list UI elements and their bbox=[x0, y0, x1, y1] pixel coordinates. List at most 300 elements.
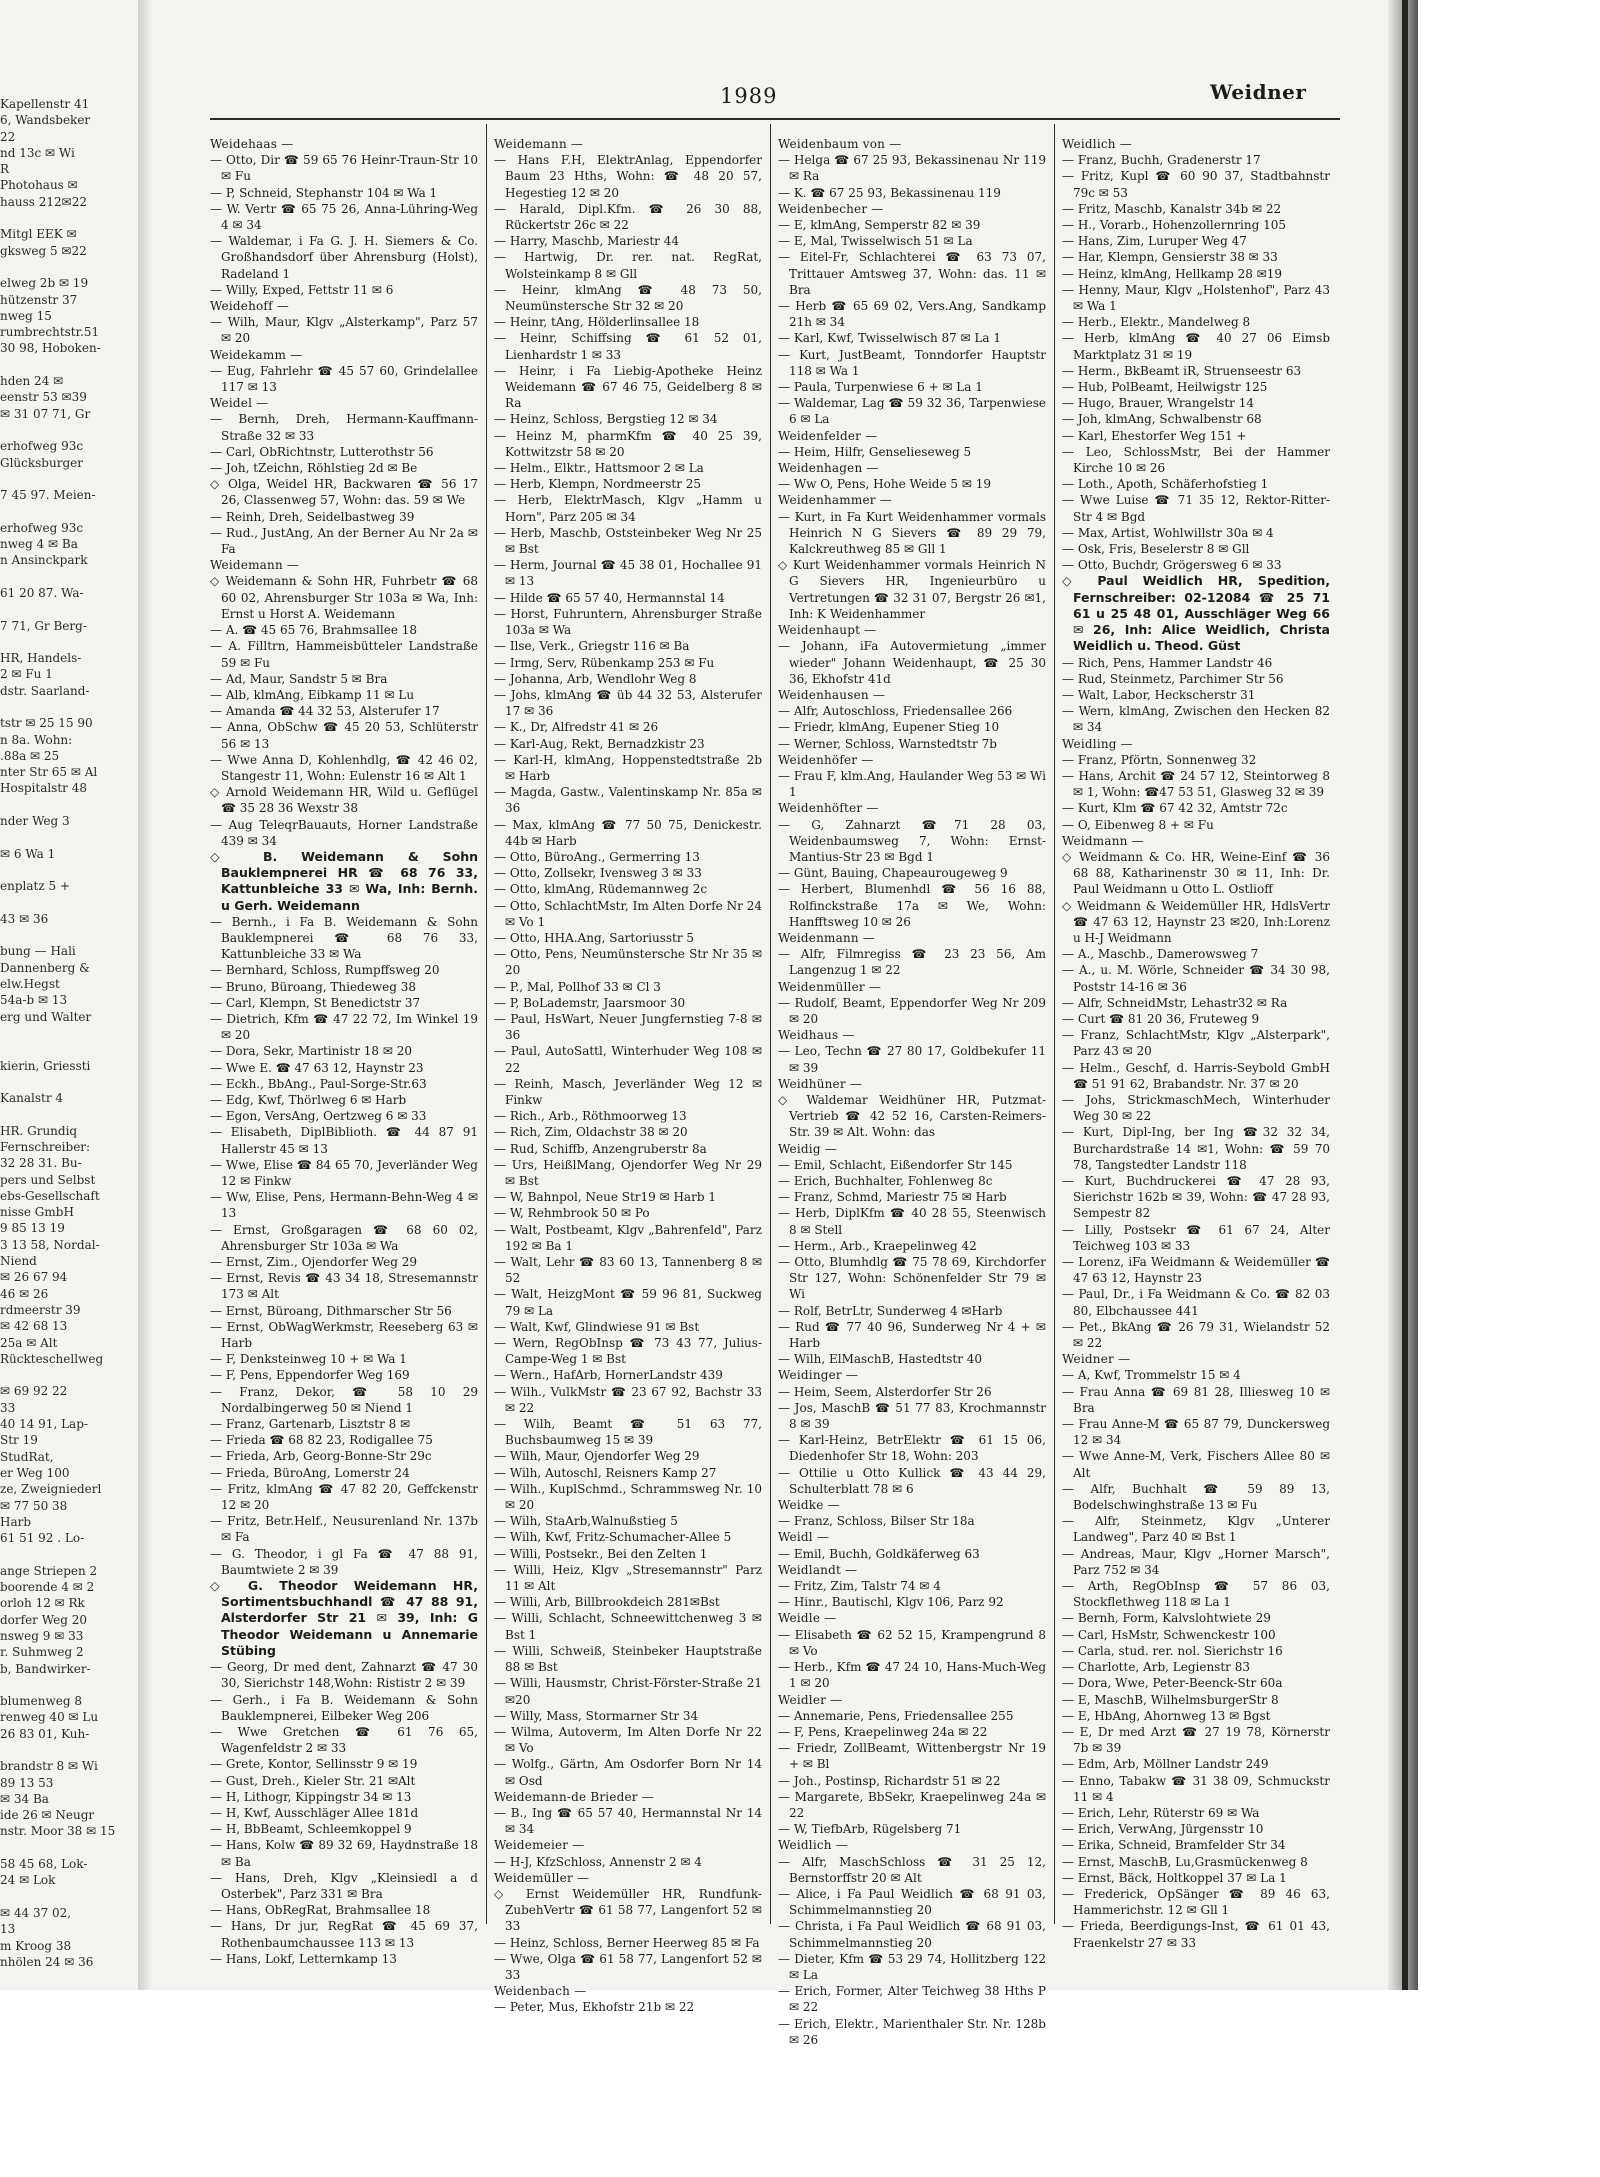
surname-heading: Weidehaas — bbox=[210, 137, 294, 151]
directory-entry: — Herm, Journal ☎ 45 38 01, Hochallee 91 ✉ 13 bbox=[494, 558, 762, 589]
facing-page-line: erhofweg 93c bbox=[0, 520, 84, 535]
directory-entry: — Erich, VerwAng, Jürgensstr 10 bbox=[1062, 1822, 1264, 1837]
directory-entry: — Franz, SchlachtMstr, Klgv „Alsterpark", Parz 43 ✉ 20 bbox=[1062, 1028, 1330, 1059]
directory-entry: — Herb, DiplKfm ☎ 40 28 55, Steenwisch 8 ✉ Stell bbox=[778, 1206, 1046, 1237]
directory-entry: — Amanda ☎ 44 32 53, Alsterufer 17 bbox=[210, 704, 440, 719]
directory-entry: — Fritz, Kupl ☎ 60 90 37, Stadtbahnstr 79c ✉ 53 bbox=[1062, 169, 1330, 200]
directory-entry: — Wwe Anne-M, Verk, Fischers Allee 80 ✉ Alt bbox=[1062, 1449, 1330, 1480]
directory-entry: — Wilh., KuplSchmd., Schrammsweg Nr. 10 ✉ 20 bbox=[494, 1481, 762, 1513]
directory-entry: — Heinz, klmAng, Hellkamp 28 ✉19 bbox=[1062, 266, 1283, 281]
directory-entry: — Dieter, Kfm ☎ 53 29 74, Hollitzberg 122 ✉ La bbox=[778, 1951, 1046, 1982]
surname-heading: Weidenhaupt — bbox=[778, 623, 877, 638]
facing-page-line: 33 bbox=[0, 1400, 16, 1415]
directory-entry: — Alfr, Autoschloss, Friedensallee 266 bbox=[778, 704, 1013, 719]
page-number: 1989 bbox=[720, 84, 778, 108]
directory-entry: — Lilly, Postsekr ☎ 61 67 24, Alter Teichweg 103 ✉ 33 bbox=[1062, 1222, 1330, 1253]
directory-entry: — Otto, Dir ☎ 59 65 76 Heinr-Traun-Str 10 ✉ Fu bbox=[210, 153, 478, 184]
facing-page-line: Str 19 bbox=[0, 1433, 38, 1448]
surname-heading: Weidemann — bbox=[210, 558, 300, 573]
directory-entry: — Emil, Buchh, Goldkäferweg 63 bbox=[778, 1546, 980, 1561]
directory-entry: — Wilh, Maur, Ojendorfer Weg 29 bbox=[494, 1449, 700, 1464]
directory-entry: — Herbert, Blumenhdl ☎ 56 16 88, Rolfinckstraße 17a ✉ We, Wohn: Hanfftsweg 10 ✉ 26 bbox=[778, 882, 1046, 929]
directory-entry: — Annemarie, Pens, Friedensallee 255 bbox=[778, 1708, 1014, 1723]
directory-entry: — Reinh, Masch, Jeverländer Weg 12 ✉ Finkw bbox=[494, 1076, 762, 1107]
directory-entry: — Eug, Fahrlehr ☎ 45 57 60, Grindelallee 117 ✉ 13 bbox=[210, 363, 478, 395]
facing-page-line: erg und Walter bbox=[0, 1009, 92, 1024]
directory-entry: — Herb, ElektrMasch, Klgv „Hamm u Horn", Parz 205 ✉ 34 bbox=[494, 493, 762, 524]
facing-page-line: .88a ✉ 25 bbox=[0, 748, 60, 763]
facing-page-line: nsweg 9 ✉ 33 bbox=[0, 1628, 84, 1643]
directory-entry: — Rich, Zim, Oldachstr 38 ✉ 20 bbox=[494, 1125, 688, 1140]
directory-entry: — Herb., Elektr., Mandelweg 8 bbox=[1062, 315, 1251, 330]
directory-entry: — Karl-Heinz, BetrElektr ☎ 61 15 06, Diedenhofer Str 18, Wohn: 203 bbox=[778, 1433, 1046, 1464]
directory-entry: — Emil, Schlacht, Eißendorfer Str 145 bbox=[778, 1157, 1013, 1172]
column-divider bbox=[486, 124, 487, 1924]
facing-page-line: ✉ 77 50 38 bbox=[0, 1498, 68, 1513]
directory-entry: — O, Eibenweg 8 + ✉ Fu bbox=[1062, 817, 1214, 832]
facing-page-line bbox=[0, 895, 138, 911]
directory-entry: — Wilh, Beamt ☎ 51 63 77, Buchsbaumweg 15 ✉ 39 bbox=[494, 1417, 762, 1448]
directory-entry: — Magda, Gastw., Valentinskamp Nr. 85a ✉ 36 bbox=[494, 785, 762, 816]
directory-entry: — Otto, Blumhdlg ☎ 75 78 69, Kirchdorfer Str 127, Wohn: Schönenfelder Str 79 ✉ Wi bbox=[778, 1255, 1046, 1302]
facing-page-line: nder Weg 3 bbox=[0, 814, 70, 829]
facing-page-line: ze, Zweigniederl bbox=[0, 1482, 102, 1497]
facing-page-line: HR. Grundiq bbox=[0, 1123, 78, 1138]
directory-entry: — Fritz, klmAng ☎ 47 82 20, Geffckenstr 12 ✉ 20 bbox=[210, 1481, 478, 1513]
facing-page-line: erhofweg 93c bbox=[0, 439, 84, 454]
facing-page-line bbox=[0, 1742, 138, 1758]
directory-entry: — Leo, Techn ☎ 27 80 17, Goldbekufer 11 ✉ 39 bbox=[778, 1044, 1046, 1075]
directory-entry: — A. Filltrn, Hammeisbütteler Landstraße 59 ✉ Fu bbox=[210, 639, 478, 670]
directory-entry: — Rolf, BetrLtr, Sunderweg 4 ✉Harb bbox=[778, 1303, 1003, 1318]
directory-entry: — Johanna, Arb, Wendlohr Weg 8 bbox=[494, 671, 697, 686]
facing-page-line: er Weg 100 bbox=[0, 1465, 70, 1480]
directory-entry: — Ad, Maur, Sandstr 5 ✉ Bra bbox=[210, 671, 388, 686]
directory-entry: — Ernst, Zim., Ojendorfer Weg 29 bbox=[210, 1255, 417, 1270]
surname-heading: Weidenmann — bbox=[778, 930, 876, 945]
surname-heading: Weidenhöfter — bbox=[778, 801, 879, 816]
directory-entry: — Ernst, Büroang, Dithmarscher Str 56 bbox=[210, 1303, 452, 1318]
facing-page-line bbox=[0, 1074, 138, 1090]
directory-entry: — Kurt, JustBeamt, Tonndorfer Hauptstr 118 ✉ Wa 1 bbox=[778, 347, 1046, 378]
directory-entry: — A, Kwf, Trommelstr 15 ✉ 4 bbox=[1062, 1368, 1241, 1383]
facing-page-line: hauss 212✉22 bbox=[0, 194, 87, 209]
facing-page-line: ange Striepen 2 bbox=[0, 1563, 98, 1578]
surname-heading: Weidenbaum von — bbox=[778, 137, 902, 151]
directory-entry: — Franz, Schmd, Mariestr 75 ✉ Harb bbox=[778, 1190, 1007, 1205]
facing-page-line: nisse GmbH bbox=[0, 1205, 74, 1220]
facing-page-line: rumbrechtstr.51 bbox=[0, 325, 100, 340]
directory-entry: — Carla, stud. rer. nol. Sierichstr 16 bbox=[1062, 1643, 1283, 1658]
facing-page-line: tstr ✉ 25 15 90 bbox=[0, 716, 93, 731]
directory-entry: — Herm., Arb., Kraepelinweg 42 bbox=[778, 1238, 977, 1253]
directory-entry: — Frieda ☎ 68 82 23, Rodigallee 75 bbox=[210, 1433, 433, 1448]
directory-entry: — Herb, klmAng ☎ 40 27 06 Eimsb Marktplatz 31 ✉ 19 bbox=[1062, 331, 1330, 362]
facing-page-line: Harb bbox=[0, 1514, 32, 1529]
facing-page-line: Niend bbox=[0, 1254, 37, 1269]
directory-entry: — Walt, Lehr ☎ 83 60 13, Tannenberg 8 ✉ 52 bbox=[494, 1255, 762, 1286]
facing-page-line bbox=[0, 1106, 138, 1122]
directory-entry: — Frieda, BüroAng, Lomerstr 24 bbox=[210, 1465, 410, 1480]
directory-entry: — Hans F.H, ElektrAnlag, Eppendorfer Baum 23 Hths, Wohn: ☎ 48 20 57, Hegestieg 12 ✉ 20 bbox=[494, 153, 762, 200]
directory-entry: — Wern, RegObInsp ☎ 73 43 77, Julius-Campe-Weg 1 ✉ Bst bbox=[494, 1336, 762, 1367]
directory-entry: — Wwe Anna D, Kohlenhdlg, ☎ 42 46 02, Stangestr 11, Wohn: Eulenstr 16 ✉ Alt 1 bbox=[210, 752, 478, 783]
directory-entry: — Otto, Pens, Neumünstersche Str Nr 35 ✉ 20 bbox=[494, 947, 762, 978]
directory-entry: — Karl, Ehestorfer Weg 151 + bbox=[1062, 428, 1247, 443]
directory-entry: — Eitel-Fr, Schlachterei ☎ 63 73 07, Trittauer Amtsweg 37, Wohn: das. 11 ✉ Bra bbox=[778, 250, 1046, 297]
directory-entry: — G, Zahnarzt ☎71 28 03, Weidenbaumsweg 7, Wohn: Ernst-Mantius-Str 23 ✉ Bgd 1 bbox=[778, 817, 1046, 864]
directory-entry: — Bernhard, Schloss, Rumpffsweg 20 bbox=[210, 963, 440, 978]
surname-heading: Weidmann — bbox=[1062, 833, 1144, 848]
directory-entry: — Walt, HeizgMont ☎ 59 96 81, Suckweg 79 ✉ La bbox=[494, 1287, 762, 1318]
directory-entry: — Andreas, Maur, Klgv „Horner Marsch", Parz 752 ✉ 34 bbox=[1062, 1546, 1330, 1577]
directory-entry: — Helm., Geschf, d. Harris-Seybold GmbH ☎ 51 91 62, Brabandstr. Nr. 37 ✉ 20 bbox=[1062, 1060, 1330, 1091]
directory-entry: — Fritz, Zim, Talstr 74 ✉ 4 bbox=[778, 1579, 941, 1594]
facing-page-line bbox=[0, 1367, 138, 1383]
directory-entry: — Heinz, Schloss, Berner Heerweg 85 ✉ Fa bbox=[494, 1935, 760, 1950]
column-divider bbox=[770, 124, 771, 1924]
directory-entry: — F, Pens, Eppendorfer Weg 169 bbox=[210, 1368, 410, 1383]
business-listing: ◇ B. Weidemann & Sohn Bauklempnerei HR ☎ 68 76 33, Kattunbleiche 33 ✉ Wa, Inh: Bernh. u Gerh. Weidemann bbox=[210, 848, 478, 913]
directory-entry: — Max, Artist, Wohlwillstr 30a ✉ 4 bbox=[1062, 525, 1274, 540]
facing-page-line bbox=[0, 862, 138, 878]
directory-entry: — Wilh, Kwf, Fritz-Schumacher-Allee 5 bbox=[494, 1530, 732, 1545]
directory-entry: — Harald, Dipl.Kfm. ☎ 26 30 88, Rückertstr 26c ✉ 22 bbox=[494, 201, 762, 233]
directory-entry: — Edg, Kwf, Thörlweg 6 ✉ Harb bbox=[210, 1092, 407, 1107]
facing-page-line bbox=[0, 1677, 138, 1693]
directory-entry: — Erich, Lehr, Rüterstr 69 ✉ Wa bbox=[1062, 1805, 1260, 1820]
directory-entry: — F, Denksteinweg 10 + ✉ Wa 1 bbox=[210, 1352, 407, 1367]
directory-entry: — Hartwig, Dr. rer. nat. RegRat, Wolsteinkamp 8 ✉ Gll bbox=[494, 250, 762, 281]
surname-heading: Weidemann — bbox=[494, 137, 584, 151]
surname-heading: Weidenhausen — bbox=[778, 687, 886, 702]
facing-page-line bbox=[0, 1041, 138, 1057]
facing-page-line: 25a ✉ Alt bbox=[0, 1335, 58, 1350]
facing-page-line bbox=[0, 1840, 138, 1856]
directory-entry: — Helm., Elktr., Hattsmoor 2 ✉ La bbox=[494, 461, 704, 476]
directory-entry: — Alb, klmAng, Eibkamp 11 ✉ Lu bbox=[210, 687, 415, 702]
directory-entry: — Ernst, Revis ☎ 43 34 18, Stresemannstr 173 ✉ Alt bbox=[210, 1271, 478, 1302]
directory-entry: — Arth, RegObInsp ☎ 57 86 03, Stockflethweg 118 ✉ La 1 bbox=[1062, 1579, 1330, 1610]
directory-entry: — Gerh., i Fa B. Weidemann & Sohn Bauklempnerei, Eilbeker Weg 206 bbox=[210, 1692, 478, 1723]
directory-entry: — Friedr, ZollBeamt, Wittenbergstr Nr 19 + ✉ Bl bbox=[778, 1741, 1046, 1772]
directory-entry: — B., Ing ☎ 65 57 40, Hermannstal Nr 14 ✉ 34 bbox=[494, 1805, 762, 1837]
directory-entry: — Bernh, Dreh, Hermann-Kauffmann-Straße 32 ✉ 33 bbox=[210, 412, 478, 443]
directory-entry: — Carl, ObRichtnstr, Lutterothstr 56 bbox=[210, 444, 434, 459]
directory-entry: — Loth., Apoth, Schäferhofstieg 1 bbox=[1062, 477, 1269, 492]
directory-entry: — Alice, i Fa Paul Weidlich ☎ 68 91 03, Schimmelmannstieg 20 bbox=[778, 1886, 1046, 1918]
surname-heading: Weidling — bbox=[1062, 736, 1133, 751]
facing-page-line: 9 85 13 19 bbox=[0, 1221, 65, 1236]
directory-entry: — Waldemar, i Fa G. J. H. Siemers & Co. Großhandsdorf über Ahrensburg (Holst), Radeland 1 bbox=[210, 234, 478, 281]
facing-page-line: 7 45 97. Meien- bbox=[0, 488, 96, 503]
facing-page-line: R bbox=[0, 162, 10, 177]
facing-page-line bbox=[0, 797, 138, 813]
facing-page-line: ✉ 42 68 13 bbox=[0, 1319, 68, 1334]
header-rule bbox=[210, 118, 1340, 120]
directory-entry: — Rud, Schiffb, Anzengruberstr 8a bbox=[494, 1141, 707, 1156]
business-listing: ◇ G. Theodor Weidemann HR, Sortimentsbuchhandl ☎ 47 88 91, Alsterdorfer Str 21 ✉ 39, Inh: G Theodor Weidemann u Annemarie Stübing bbox=[210, 1578, 478, 1658]
facing-page-line: 30 98, Hoboken- bbox=[0, 341, 101, 356]
directory-entry: — Jos, MaschB ☎ 51 77 83, Krochmannstr 8 ✉ 39 bbox=[778, 1400, 1046, 1432]
directory-entry: — K., Dr, Alfredstr 41 ✉ 26 bbox=[494, 720, 659, 735]
directory-entry: — Hinr., Bautischl, Klgv 106, Parz 92 bbox=[778, 1595, 1004, 1610]
facing-page-line: n Ansinckpark bbox=[0, 553, 88, 568]
directory-entry: — Helga ☎ 67 25 93, Bekassinenau Nr 119 ✉ Ra bbox=[778, 153, 1046, 184]
facing-page-line: ✉ 44 37 02, bbox=[0, 1905, 72, 1920]
facing-page-line: dorfer Weg 20 bbox=[0, 1612, 87, 1627]
directory-entry: — Paula, Turpenwiese 6 + ✉ La 1 bbox=[778, 380, 983, 395]
directory-entry: — Willi, Schlacht, Schneewittchenweg 3 ✉ Bst 1 bbox=[494, 1611, 762, 1642]
directory-entry: — Erika, Schneid, Bramfelder Str 34 bbox=[1062, 1838, 1286, 1853]
facing-page-line bbox=[0, 503, 138, 519]
directory-entry: — Osk, Fris, Beselerstr 8 ✉ Gll bbox=[1062, 542, 1250, 557]
page-fold-shadow bbox=[138, 0, 152, 1990]
directory-entry: — Rud, Steinmetz, Parchimer Str 56 bbox=[1062, 671, 1284, 686]
directory-entry: — Reinh, Dreh, Seidelbastweg 39 bbox=[210, 509, 415, 524]
directory-entry: — E, Dr med Arzt ☎ 27 19 78, Körnerstr 7b ✉ 39 bbox=[1062, 1724, 1330, 1756]
facing-page-line: nstr. Moor 38 ✉ 15 bbox=[0, 1824, 116, 1839]
facing-page-line: HR, Handels- bbox=[0, 651, 82, 666]
facing-page-line: boorende 4 ✉ 2 bbox=[0, 1580, 95, 1595]
directory-entry: — Ernst, Großgaragen ☎ 68 60 02, Ahrensburger Str 103a ✉ Wa bbox=[210, 1222, 478, 1253]
directory-entry: ◇ Arnold Weidemann HR, Wild u. Geflügel ☎ 35 28 36 Wexstr 38 bbox=[210, 785, 478, 816]
directory-entry: — G. Theodor, i gl Fa ☎ 47 88 91, Baumtwiete 2 ✉ 39 bbox=[210, 1546, 478, 1577]
facing-page-line: elw.Hegst bbox=[0, 977, 60, 992]
facing-page-line: ✉ 6 Wa 1 bbox=[0, 846, 56, 861]
surname-heading: Weidenhammer — bbox=[778, 493, 892, 508]
directory-entry: — Elisabeth, DiplBiblioth. ☎ 44 87 91 Hallerstr 45 ✉ 13 bbox=[210, 1125, 478, 1156]
facing-page-line: nhölen 24 ✉ 36 bbox=[0, 1954, 94, 1969]
facing-page-line bbox=[0, 634, 138, 650]
surname-heading: Weidemüller — bbox=[494, 1870, 590, 1885]
facing-page-line: 43 ✉ 36 bbox=[0, 911, 49, 926]
facing-page-line: Glücksburger bbox=[0, 455, 83, 470]
facing-page-line: enplatz 5 + bbox=[0, 879, 70, 894]
directory-entry: — Kurt, Klm ☎ 67 42 32, Amtstr 72c bbox=[1062, 801, 1288, 816]
facing-page-line: StudRat, bbox=[0, 1449, 54, 1464]
directory-entry: — Ww, Elise, Pens, Hermann-Behn-Weg 4 ✉ 13 bbox=[210, 1190, 478, 1221]
directory-entry: — P., Mal, Pollhof 33 ✉ Cl 3 bbox=[494, 979, 661, 994]
facing-page-line: nweg 15 bbox=[0, 308, 52, 323]
directory-entry: — Wern., HafArb, HornerLandstr 439 bbox=[494, 1368, 723, 1383]
directory-entry: — Kurt, in Fa Kurt Weidenhammer vormals Heinrich N G Sievers ☎ 89 29 79, Kalckreuthweg 85 ✉ Gll 1 bbox=[778, 509, 1046, 557]
directory-column-4 bbox=[1062, 136, 1330, 1950]
directory-entry: — Wwe, Elise ☎ 84 65 70, Jeverländer Weg 12 ✉ Finkw bbox=[210, 1157, 478, 1188]
directory-entry: — Heim, Hilfr, Genselieseweg 5 bbox=[778, 444, 972, 459]
directory-column-1 bbox=[210, 136, 478, 1966]
directory-entry: — H, Lithogr, Kippingstr 34 ✉ 13 bbox=[210, 1789, 412, 1804]
directory-entry: — Otto, Buchdr, Grögersweg 6 ✉ 33 bbox=[1062, 558, 1282, 573]
directory-entry: — Wolfg., Gärtn, Am Osdorfer Born Nr 14 ✉ Osd bbox=[494, 1757, 762, 1788]
directory-entry: — Paul, Dr., i Fa Weidmann & Co. ☎ 82 03 80, Elbchaussee 441 bbox=[1062, 1287, 1330, 1318]
surname-heading: Weidig — bbox=[778, 1141, 837, 1156]
directory-entry: — Egon, VersAng, Oertzweg 6 ✉ 33 bbox=[210, 1109, 427, 1124]
directory-entry: — Hans, Dr jur, RegRat ☎ 45 69 37, Rothenbaumchaussee 113 ✉ 13 bbox=[210, 1919, 478, 1950]
facing-page-line: 6, Wandsbeker bbox=[0, 113, 91, 128]
facing-page-line: eenstr 53 ✉39 bbox=[0, 390, 87, 405]
surname-heading: Weidlandt — bbox=[778, 1562, 858, 1577]
directory-entry: — Anna, ObSchw ☎ 45 20 53, Schlüterstr 56 ✉ 13 bbox=[210, 720, 478, 751]
column-divider bbox=[1054, 124, 1055, 1924]
directory-entry: — Fritz, Maschb, Kanalstr 34b ✉ 22 bbox=[1062, 201, 1282, 216]
facing-page-line bbox=[0, 1889, 138, 1905]
directory-entry: ◇ Waldemar Weidhüner HR, Putzmat-Vertrieb ☎ 42 52 16, Carsten-Reimers-Str. 39 ✉ Alt. Wohn: das bbox=[778, 1092, 1046, 1140]
facing-page-line bbox=[0, 1025, 138, 1041]
directory-entry: — Willy, Mass, Stormarner Str 34 bbox=[494, 1708, 699, 1723]
directory-entry: — Hans, Kolw ☎ 89 32 69, Haydnstraße 18 ✉ Ba bbox=[210, 1838, 478, 1869]
facing-page-line bbox=[0, 699, 138, 715]
facing-page-line: 40 14 91, Lap- bbox=[0, 1417, 88, 1432]
directory-entry: — Elisabeth ☎ 62 52 15, Krampengrund 8 ✉ Vo bbox=[778, 1627, 1046, 1658]
facing-page-line: m Kroog 38 bbox=[0, 1938, 72, 1953]
facing-page-line bbox=[0, 569, 138, 585]
facing-page-line: nweg 4 ✉ Ba bbox=[0, 537, 78, 552]
directory-entry: — Alfr, Buchhalt ☎ 59 89 13, Bodelschwinghstraße 13 ✉ Fu bbox=[1062, 1481, 1330, 1513]
directory-entry: — Edm, Arb, Möllner Landstr 249 bbox=[1062, 1757, 1269, 1772]
directory-entry: — Enno, Tabakw ☎ 31 38 09, Schmuckstr 11 ✉ 4 bbox=[1062, 1773, 1330, 1804]
surname-heading: Weidenhagen — bbox=[778, 461, 879, 476]
directory-entry: — Hans, Zim, Luruper Weg 47 bbox=[1062, 234, 1247, 249]
facing-page-line: b, Bandwirker- bbox=[0, 1661, 91, 1676]
facing-page-line: 46 ✉ 26 bbox=[0, 1286, 49, 1301]
directory-entry: — Franz, Dekor, ☎ 58 10 29 Nordalbingerweg 50 ✉ Niend 1 bbox=[210, 1384, 478, 1415]
directory-entry: — Frau Anna ☎ 69 81 28, Illiesweg 10 ✉ Bra bbox=[1062, 1384, 1330, 1415]
facing-page-line: 22 bbox=[0, 129, 16, 144]
directory-entry: — Alfr, Filmregiss ☎ 23 23 56, Am Langenzug 1 ✉ 22 bbox=[778, 947, 1046, 978]
directory-entry: — Willi, Hausmstr, Christ-Förster-Straße 21 ✉20 bbox=[494, 1676, 762, 1707]
directory-entry: — Bernh., i Fa B. Weidemann & Sohn Bauklempnerei ☎ 68 76 33, Kattunbleiche 33 ✉ Wa bbox=[210, 914, 478, 962]
directory-entry: — Margarete, BbSekr, Kraepelinweg 24a ✉ 22 bbox=[778, 1789, 1046, 1820]
directory-entry: — Walt, Labor, Heckscherstr 31 bbox=[1062, 687, 1256, 702]
directory-entry: — W. Vertr ☎ 65 75 26, Anna-Lühring-Weg 4 ✉ 34 bbox=[210, 201, 478, 233]
surname-heading: Weidke — bbox=[778, 1498, 840, 1513]
facing-page-line: hden 24 ✉ bbox=[0, 374, 64, 389]
facing-page-line: 26 83 01, Kuh- bbox=[0, 1726, 90, 1741]
facing-page-line bbox=[0, 1546, 138, 1562]
directory-entry: ◇ Weidmann & Co. HR, Weine-Einf ☎ 36 68 88, Katharinenstr 30 ✉ 11, Inh: Dr. Paul Weidmann u Otto L. Ostlioff bbox=[1062, 849, 1330, 897]
directory-entry: — Kurt, Buchdruckerei ☎ 47 28 93, Sierichstr 162b ✉ 39, Wohn: ☎ 47 28 93, Sempestr 82 bbox=[1062, 1174, 1330, 1221]
surname-heading: Weidekamm — bbox=[210, 347, 303, 362]
directory-entry: — Hans, Lokf, Letternkamp 13 bbox=[210, 1951, 397, 1966]
directory-entry: — Rud ☎ 77 40 96, Sunderweg Nr 4 + ✉ Harb bbox=[778, 1319, 1046, 1351]
directory-entry: — Willi, Schweiß, Steinbeker Hauptstraße 88 ✉ Bst bbox=[494, 1643, 762, 1675]
directory-entry: — Hans, Archit ☎ 24 57 12, Steintorweg 8 ✉ 1, Wohn: ☎47 53 51, Glasweg 32 ✉ 39 bbox=[1062, 768, 1330, 800]
directory-entry: — H., Vorarb., Hohenzollernring 105 bbox=[1062, 218, 1287, 233]
facing-page-line: pers und Selbst bbox=[0, 1172, 96, 1187]
directory-entry: — Wilh, Maur, Klgv „Alsterkamp", Parz 57 ✉ 20 bbox=[210, 315, 478, 346]
facing-page-line bbox=[0, 210, 138, 226]
directory-entry: — E, MaschB, WilhelmsburgerStr 8 bbox=[1062, 1692, 1279, 1707]
directory-entry: — Ernst, MaschB, Lu,Grasmückenweg 8 bbox=[1062, 1854, 1308, 1869]
facing-page-line: 61 20 87. Wa- bbox=[0, 585, 84, 600]
directory-entry: ◇ Weidmann & Weidemüller HR, HdlsVertr ☎ 47 63 12, Haynstr 23 ✉20, Inh:Lorenz u H-J Weidmann bbox=[1062, 898, 1330, 945]
directory-entry: — Wilma, Autoverm, Im Alten Dorfe Nr 22 ✉ Vo bbox=[494, 1724, 762, 1756]
directory-entry: — Franz, Buchh, Gradenerstr 17 bbox=[1062, 153, 1261, 168]
directory-entry: — E, Mal, Twisselwisch 51 ✉ La bbox=[778, 234, 973, 249]
directory-entry: — Heinr, i Fa Liebig-Apotheke Heinz Weidemann ☎ 67 46 75, Geidelberg 8 ✉ Ra bbox=[494, 363, 762, 411]
facing-page-line bbox=[0, 471, 138, 487]
directory-entry: — Dora, Sekr, Martinistr 18 ✉ 20 bbox=[210, 1044, 412, 1059]
directory-entry: — Carl, Klempn, St Benedictstr 37 bbox=[210, 995, 421, 1010]
directory-entry: — Karl-H, klmAng, Hoppenstedtstraße 2b ✉ Harb bbox=[494, 752, 762, 783]
facing-page-line bbox=[0, 357, 138, 373]
directory-entry: — Wwe Luise ☎ 71 35 12, Rektor-Ritter-Str 4 ✉ Bgd bbox=[1062, 493, 1330, 524]
directory-entry: ◇ Olga, Weidel HR, Backwaren ☎ 56 17 26, Classenweg 57, Wohn: das. 59 ✉ We bbox=[210, 477, 478, 508]
directory-entry: — Franz, Pförtn, Sonnenweg 32 bbox=[1062, 752, 1257, 767]
directory-column-3 bbox=[778, 136, 1046, 2047]
facing-page-line: Kapellenstr 41 bbox=[0, 97, 90, 111]
directory-entry: — P, BoLademstr, Jaarsmoor 30 bbox=[494, 995, 686, 1010]
surname-heading: Weidenfelder — bbox=[778, 428, 878, 443]
directory-entry: — W, Bahnpol, Neue Str19 ✉ Harb 1 bbox=[494, 1190, 716, 1205]
directory-entry: — Frieda, Arb, Georg-Bonne-Str 29c bbox=[210, 1449, 432, 1464]
directory-entry: — Dora, Wwe, Peter-Beenck-Str 60a bbox=[1062, 1676, 1283, 1691]
directory-entry: — Hans, ObRegRat, Brahmsallee 18 bbox=[210, 1903, 431, 1918]
directory-entry: — Johs, klmAng ☎ üb 44 32 53, Alsterufer 17 ✉ 36 bbox=[494, 687, 762, 719]
directory-entry: — Ww O, Pens, Hohe Weide 5 ✉ 19 bbox=[778, 477, 991, 492]
facing-page-line: ✉ 26 67 94 bbox=[0, 1270, 68, 1285]
directory-entry: — Hans, Dreh, Klgv „Kleinsiedl a d Osterbek", Parz 331 ✉ Bra bbox=[210, 1870, 478, 1901]
directory-entry: — Hub, PolBeamt, Heilwigstr 125 bbox=[1062, 380, 1268, 395]
directory-entry: — Joh, tZeichn, Röhlstieg 2d ✉ Be bbox=[210, 461, 418, 476]
facing-page-line: 58 45 68, Lok- bbox=[0, 1857, 88, 1872]
directory-entry: — Werner, Schloss, Warnstedtstr 7b bbox=[778, 736, 997, 751]
surname-heading: Weidemeier — bbox=[494, 1838, 585, 1853]
directory-entry: — Peter, Mus, Ekhofstr 21b ✉ 22 bbox=[494, 2000, 695, 2015]
directory-entry: — Frau F, klm.Ang, Haulander Weg 53 ✉ Wi 1 bbox=[778, 768, 1046, 800]
directory-entry: — Karl-Aug, Rekt, Bernadzkistr 23 bbox=[494, 736, 705, 751]
directory-entry: — H-J, KfzSchloss, Annenstr 2 ✉ 4 bbox=[494, 1854, 702, 1869]
directory-entry: — Erich, Former, Alter Teichweg 38 Hths P ✉ 22 bbox=[778, 1984, 1046, 2015]
directory-column-2 bbox=[494, 136, 762, 2015]
facing-page-line: Fernschreiber: bbox=[0, 1140, 91, 1154]
directory-entry: — Ernst, ObWagWerkmstr, Reeseberg 63 ✉ Harb bbox=[210, 1319, 478, 1351]
surname-heading: Weidemann-de Brieder — bbox=[494, 1789, 654, 1804]
directory-entry: — Friedr, klmAng, Eupener Stieg 10 bbox=[778, 720, 1000, 735]
directory-entry: — Herb, Klempn, Nordmeerstr 25 bbox=[494, 477, 702, 492]
facing-page-line: n 8a. Wohn: bbox=[0, 732, 73, 747]
directory-entry: — Urs, HeißlMang, Ojendorfer Weg Nr 29 ✉ Bst bbox=[494, 1157, 762, 1188]
facing-page-line: hützenstr 37 bbox=[0, 292, 78, 307]
facing-page-line: ✉ 31 07 71, Gr bbox=[0, 406, 91, 421]
surname-heading: Weidler — bbox=[778, 1692, 843, 1707]
surname-heading: Weidhüner — bbox=[778, 1076, 863, 1091]
directory-entry: — Heinr, klmAng ☎ 48 73 50, Neumünstersche Str 32 ✉ 20 bbox=[494, 282, 762, 314]
facing-page-line: 54a-b ✉ 13 bbox=[0, 993, 68, 1008]
directory-entry: — A., u. M. Wörle, Schneider ☎ 34 30 98, Poststr 14-16 ✉ 36 bbox=[1062, 963, 1330, 994]
surname-heading: Weidhaus — bbox=[778, 1028, 855, 1043]
facing-page-line: ✉ 69 92 22 bbox=[0, 1384, 68, 1399]
directory-entry: — H, Kwf, Ausschläger Allee 181d bbox=[210, 1805, 419, 1820]
directory-entry: — Otto, SchlachtMstr, Im Alten Dorfe Nr 24 ✉ Vo 1 bbox=[494, 898, 762, 929]
facing-page-line: orloh 12 ✉ Rk bbox=[0, 1596, 85, 1611]
directory-entry: — Walt, Kwf, Glindwiese 91 ✉ Bst bbox=[494, 1319, 700, 1334]
directory-entry: — Wilh, Autoschl, Reisners Kamp 27 bbox=[494, 1465, 717, 1480]
directory-entry: — Franz, Schloss, Bilser Str 18a bbox=[778, 1514, 975, 1529]
facing-page-line: brandstr 8 ✉ Wi bbox=[0, 1759, 98, 1774]
directory-entry: — Willy, Exped, Fettstr 11 ✉ 6 bbox=[210, 282, 394, 297]
directory-entry: — Bruno, Büroang, Thiedeweg 38 bbox=[210, 979, 416, 994]
directory-entry: — Waldemar, Lag ☎ 59 32 36, Tarpenwiese 6 ✉ La bbox=[778, 396, 1046, 427]
facing-page-line: Hospitalstr 48 bbox=[0, 781, 87, 796]
directory-entry: — Ilse, Verk., Griegstr 116 ✉ Ba bbox=[494, 639, 690, 654]
running-head: Weidner bbox=[1210, 80, 1307, 104]
directory-entry: — A. ☎ 45 65 76, Brahmsallee 18 bbox=[210, 623, 418, 638]
directory-entry: — Herm., BkBeamt iR, Struenseestr 63 bbox=[1062, 363, 1302, 378]
facing-page-line: Photohaus ✉ bbox=[0, 178, 78, 193]
directory-entry: — Georg, Dr med dent, Zahnarzt ☎ 47 30 30, Sierichstr 148,Wohn: Rististr 2 ✉ 39 bbox=[210, 1660, 478, 1691]
